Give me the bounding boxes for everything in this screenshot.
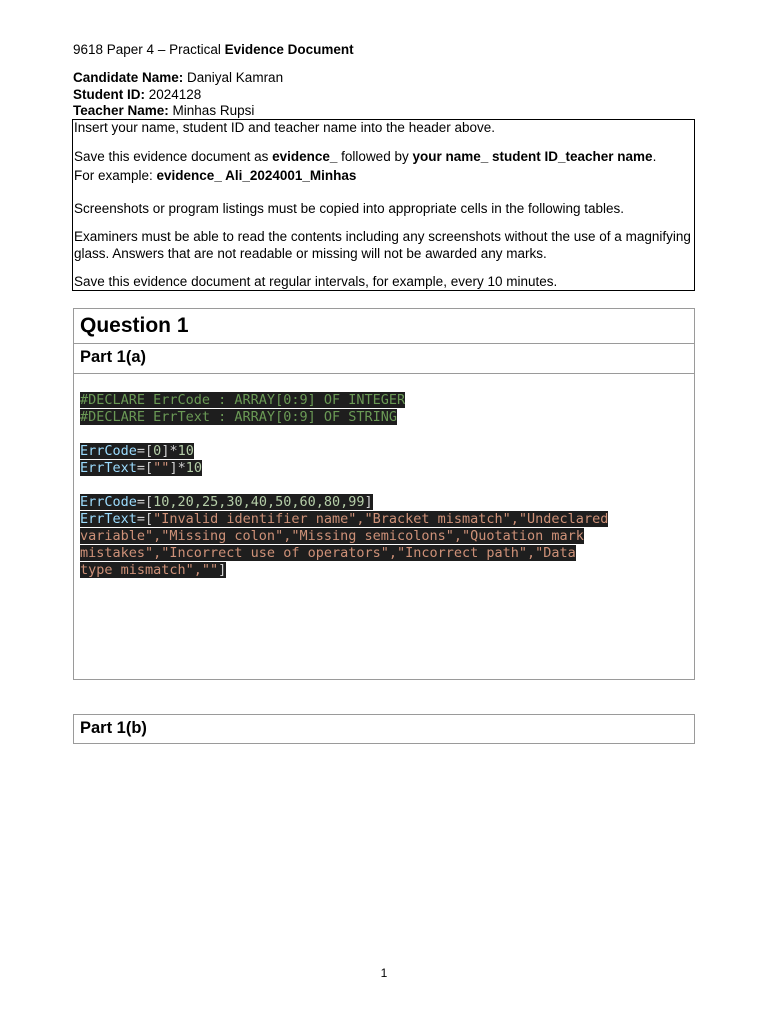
teacher-name-value: Minhas Rupsi	[168, 103, 255, 118]
student-id-label: Student ID:	[73, 86, 145, 102]
code-listing[interactable]	[74, 374, 694, 579]
question-1-table	[73, 308, 695, 680]
code-line: ErrText=[""]*10	[80, 460, 202, 476]
candidate-name-label: Candidate Name:	[73, 70, 184, 85]
page-number: 1	[380, 966, 388, 980]
code-line: ErrCode=[0]*10	[80, 443, 194, 459]
code-line: ErrCode=[10,20,25,30,40,50,60,80,99]	[80, 494, 373, 510]
code-line: #DECLARE ErrText : ARRAY[0:9] OF STRING	[80, 409, 397, 425]
code-line: ErrText=["Invalid identifier name","Bracket mismatch","Undeclared	[80, 511, 609, 527]
student-id-row	[73, 87, 283, 104]
header-bold: Evidence Document	[224, 42, 354, 57]
code-line: mistakes","Incorrect use of operators","Incorrect path","Data	[80, 545, 576, 561]
instruction-line: Save this evidence document as evidence_ followed by your name_ student ID_teacher name.	[74, 148, 657, 164]
code-line: variable","Missing colon","Missing semicolons","Quotation mark	[80, 528, 584, 544]
instruction-line: Insert your name, student ID and teacher name into the header above.	[74, 120, 496, 135]
candidate-name-value: Daniyal Kamran	[183, 70, 284, 85]
student-id-value: 2024128	[145, 86, 202, 102]
header-prefix: 9618 Paper 4 – Practical	[73, 42, 225, 57]
code-line: type mismatch",""]	[80, 562, 227, 578]
question-title: Question 1	[74, 309, 694, 344]
teacher-name-label: Teacher Name:	[73, 103, 169, 118]
teacher-name-row	[73, 103, 283, 120]
page-header	[73, 41, 354, 58]
part-1a-heading: Part 1(a)	[74, 344, 694, 374]
code-line: #DECLARE ErrCode : ARRAY[0:9] OF INTEGER	[80, 392, 406, 408]
part-1b-heading: Part 1(b)	[73, 714, 695, 744]
instruction-line: Screenshots or program listings must be copied into appropriate cells in the following tables.	[74, 200, 625, 216]
candidate-details	[73, 70, 283, 120]
instructions-box	[72, 119, 695, 291]
instruction-line: Examiners must be able to read the contents including any screenshots without the use of a magnifying glass. Answers that are not readable or missing will not be awarded any marks.	[74, 229, 691, 261]
instruction-example: For example: evidence_ Ali_2024001_Minhas	[74, 168, 357, 183]
instruction-line: Save this evidence document at regular intervals, for example, every 10 minutes.	[74, 274, 558, 289]
candidate-name-row	[73, 70, 283, 87]
